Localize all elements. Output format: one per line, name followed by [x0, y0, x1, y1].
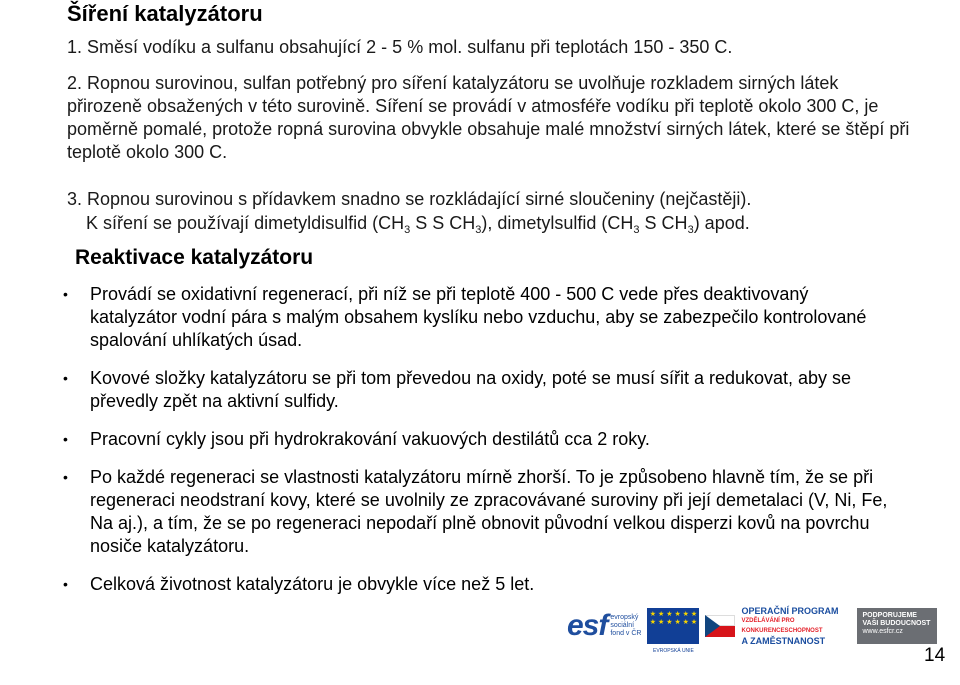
section-subtitle: Reaktivace katalyzátoru [75, 246, 314, 269]
numbered-item-3: 3. Ropnou surovinou s přídavkem snadno se rozkládající sirné sloučeniny (nejčastěji). [67, 189, 752, 209]
list-item: • Celková životnost katalyzátoru je obvykle více než 5 let. [60, 573, 900, 596]
numbered-item-3-detail: K síření se používají dimetyldisulfid ($CH_3$ S S $CH_3$), dimetylsulfid ($CH_3$ S $CH_3$) apod. [86, 213, 750, 236]
list-item: • Pracovní cykly jsou při hydrokrakování vakuových destilátů cca 2 roky. [60, 428, 900, 451]
bullet-icon: • [63, 576, 68, 592]
bullet-icon: • [63, 431, 68, 447]
page-title: Šíření katalyzátoru [67, 1, 263, 26]
numbered-item-1: 1. Směsí vodíku a sulfanu obsahující 2 - 5 % mol. sulfanu při teplotách 150 - 350 C. [67, 37, 733, 57]
op-logo: OPERAČNÍ PROGRAM VZDĚLÁVÁNÍ PRO KONKURENCESCHOPNOST A ZAMĚSTNANOST [741, 606, 839, 646]
list-item: • Kovové složky katalyzátoru se při tom převedou na oxidy, poté se musí sířit a redukovat, aby se převedly zpět na aktivní sulfidy. [60, 367, 900, 413]
bullet-icon: • [63, 469, 68, 485]
list-item: • Po každé regeneraci se vlastnosti katalyzátoru mírně zhorší. To je způsobeno hlavně tím, že se při regeneraci neodstraní kovy, které se uvolnily ze zpracovávané suroviny při její demetalaci (V, Ni, Fe, Na aj.), a tím, že se po regeneraci nepodaří plně obnovit původní velkou disperzi kovů na povrchu nosiče katalyzátoru. [60, 466, 900, 558]
bullet-list [60, 283, 900, 611]
list-item: • Provádí se oxidativní regenerací, při níž se při teplotě 400 - 500 C vede přes deaktivovaný katalyzátor vodní pára s malým obsahem kyslíku nebo vzduchu, aby se zabezpečilo kontrolované spalování uhlíkatých úsad. [60, 283, 900, 352]
czech-flag-icon [705, 615, 735, 637]
page-number: 14 [924, 645, 946, 666]
esf-logo: esf evropský sociální fond v ČR [567, 609, 642, 642]
numbered-item-2: 2. Ropnou surovinou, sulfan potřebný pro síření katalyzátoru se uvolňuje rozkladem sirných látek přirozeně obsažených v této surovině. Síření se provádí v atmosféře vodíku při teplotě okolo 300 C, je poměrně pomalé, protože ropná surovina obvykle obsahuje malé množství sirných látek, které se štěpí při teplotě okolo 300 C. [67, 73, 910, 162]
bullet-icon: • [63, 286, 68, 302]
invest-badge: PODPORUJEME VAŠI BUDOUCNOST www.esfcr.cz [857, 608, 937, 644]
funding-logos [567, 603, 960, 654]
bullet-icon: • [63, 370, 68, 386]
eu-flag-icon: ★ ★ ★ ★ ★ ★ ★ ★ ★ ★ ★ ★ EVROPSKÁ UNIE [647, 608, 699, 644]
